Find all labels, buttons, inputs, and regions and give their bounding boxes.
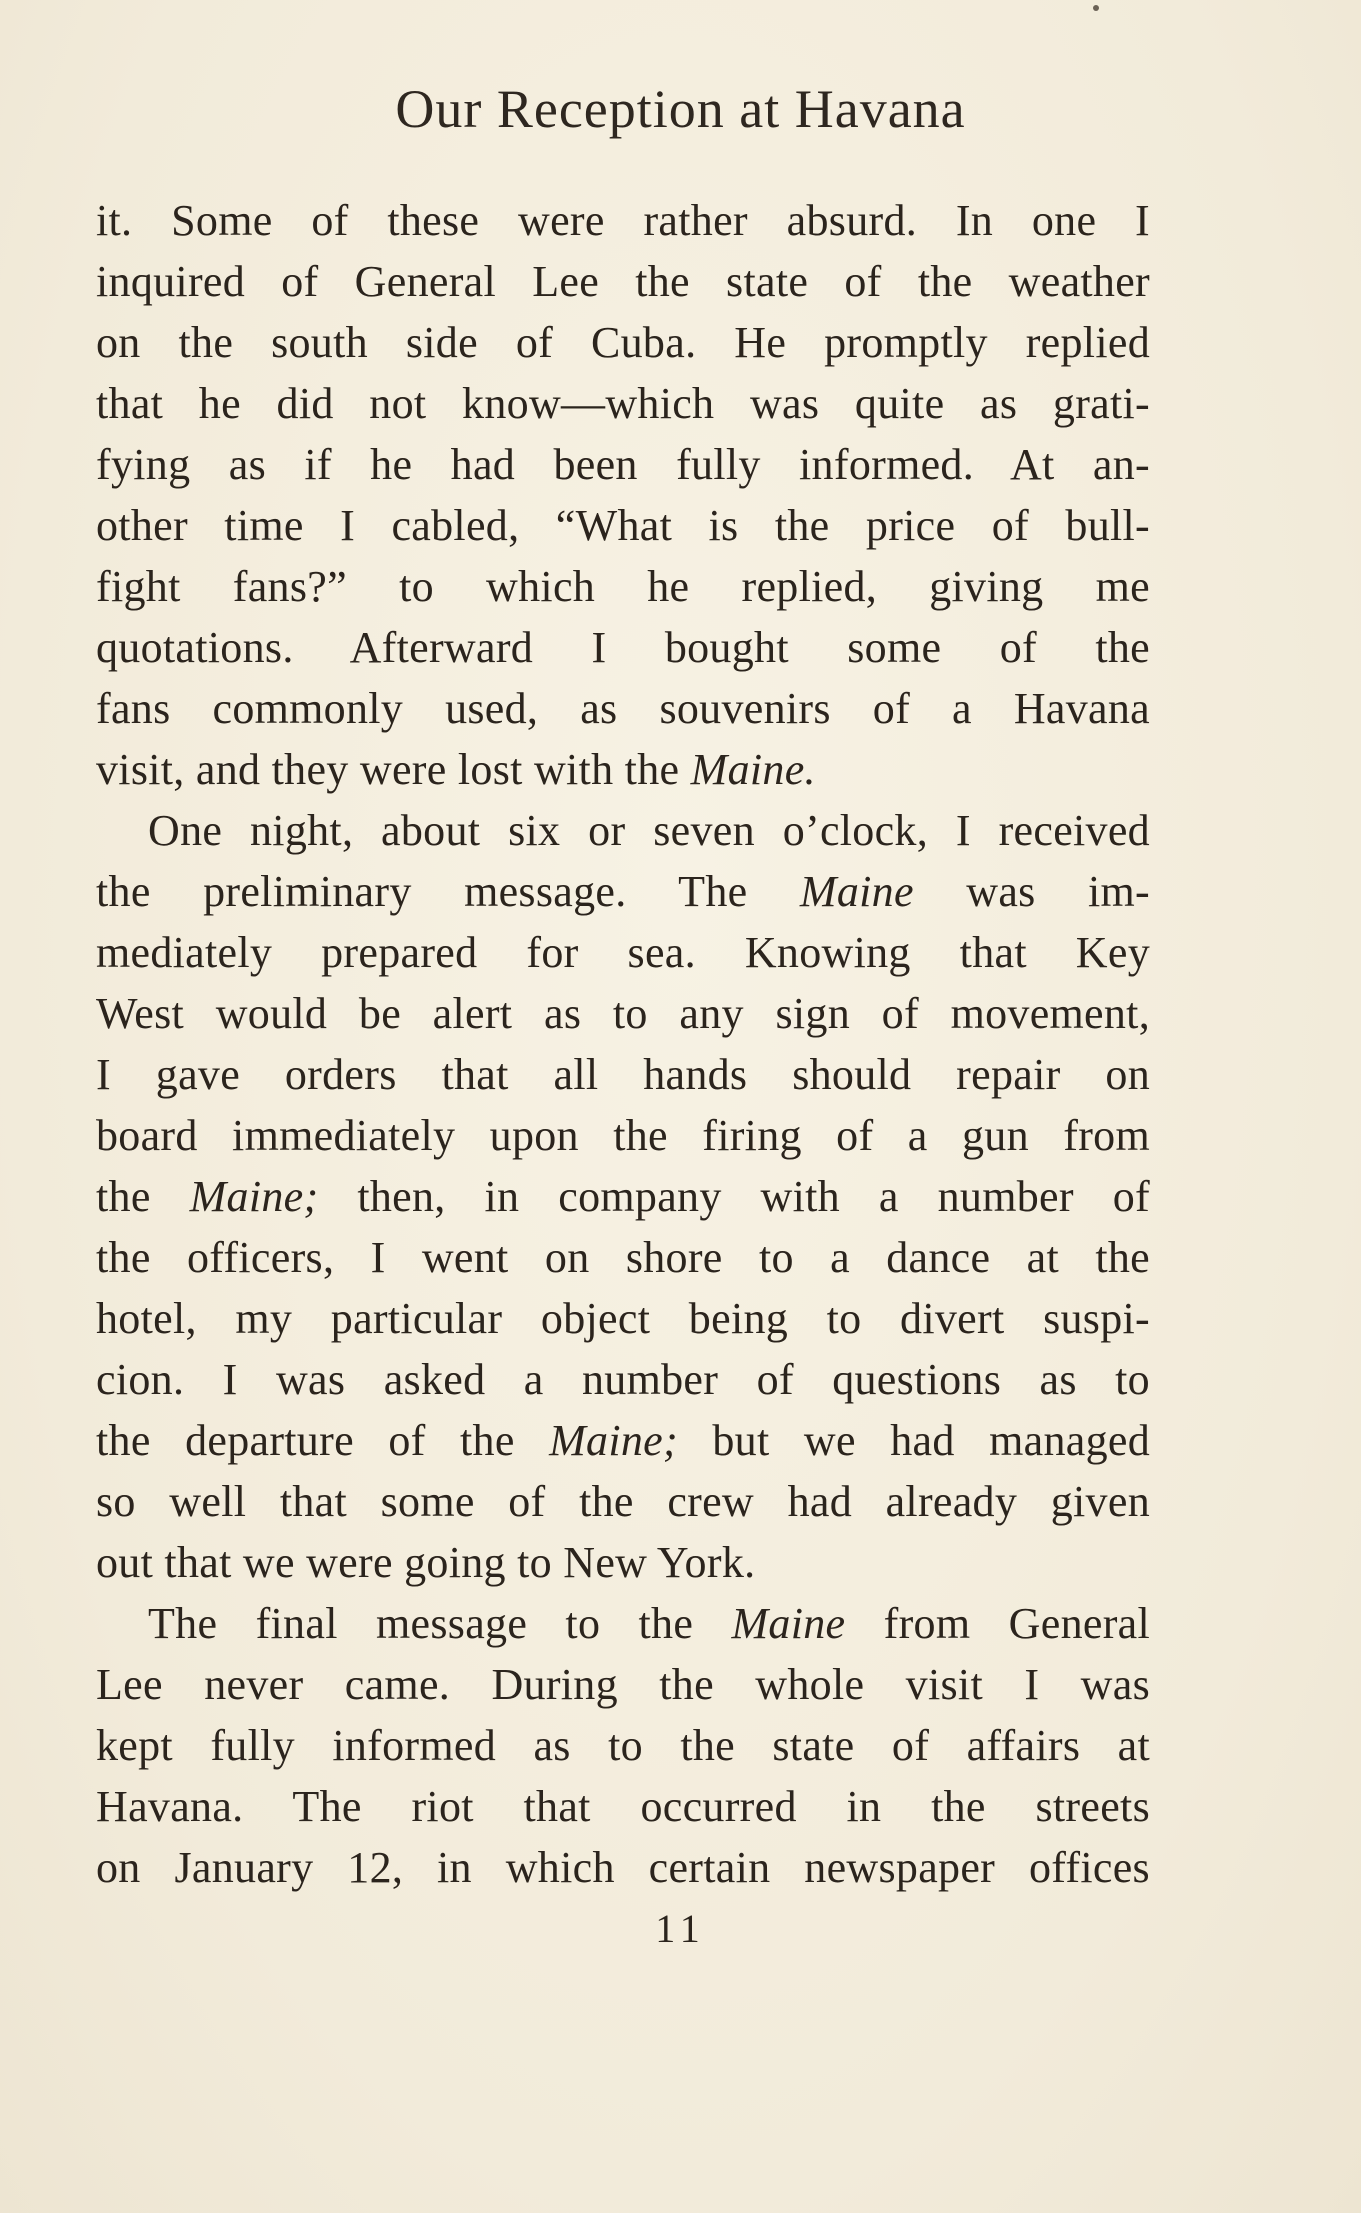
- text-segment: board immediately upon the firing of a gun from: [96, 1111, 1150, 1160]
- text-line: [96, 861, 1150, 922]
- text-segment: on the south side of Cuba. He promptly replied: [96, 318, 1150, 367]
- text-line: [96, 1837, 1150, 1898]
- text-segment: the departure of the: [96, 1416, 550, 1465]
- running-head: Our Reception at Havana: [395, 79, 966, 139]
- text-segment: The final message to the: [148, 1599, 732, 1648]
- text-line: [96, 678, 1150, 739]
- text-line: [96, 1654, 1150, 1715]
- text-segment: the preliminary message. The: [96, 867, 800, 916]
- text-segment: but we had managed: [677, 1416, 1151, 1465]
- text-line: [96, 1471, 1150, 1532]
- text-line: [96, 617, 1150, 678]
- text-line: [96, 251, 1150, 312]
- text-line: [96, 983, 1150, 1044]
- ship-name-italic: Maine.: [690, 745, 816, 794]
- text-segment: on January 12, in which certain newspaper offices: [96, 1843, 1150, 1892]
- text-segment: Lee never came. During the whole visit I was: [96, 1660, 1150, 1709]
- body-text: [96, 190, 1150, 1898]
- text-line: [96, 495, 1150, 556]
- text-segment: that he did not know—which was quite as grati-: [96, 379, 1150, 428]
- text-line: [96, 800, 1150, 861]
- text-segment: other time I cabled, “What is the price of bull-: [96, 501, 1150, 550]
- text-segment: fying as if he had been fully informed. At an-: [96, 440, 1150, 489]
- text-line: [96, 1349, 1150, 1410]
- text-segment: fans commonly used, as souvenirs of a Havana: [96, 684, 1150, 733]
- text-line: [96, 1227, 1150, 1288]
- text-segment: the: [96, 1172, 190, 1221]
- text-segment: it. Some of these were rather absurd. In one I: [96, 196, 1150, 245]
- text-segment: Havana. The riot that occurred in the streets: [96, 1782, 1150, 1831]
- text-segment: inquired of General Lee the state of the weather: [96, 257, 1150, 306]
- text-segment: kept fully informed as to the state of affairs at: [96, 1721, 1150, 1770]
- text-segment: the officers, I went on shore to a dance at the: [96, 1233, 1150, 1282]
- text-line: [96, 1410, 1150, 1471]
- text-segment: hotel, my particular object being to divert suspi-: [96, 1294, 1150, 1343]
- text-segment: so well that some of the crew had already given: [96, 1477, 1150, 1526]
- text-segment: was im-: [913, 867, 1150, 916]
- text-segment: West would be alert as to any sign of movement,: [96, 989, 1150, 1038]
- text-segment: cion. I was asked a number of questions as to: [96, 1355, 1150, 1404]
- text-line: [96, 434, 1150, 495]
- text-segment: mediately prepared for sea. Knowing that Key: [96, 928, 1150, 977]
- text-line: [96, 1288, 1150, 1349]
- text-line: [96, 1715, 1150, 1776]
- text-line: [96, 922, 1150, 983]
- text-line: [96, 373, 1150, 434]
- text-line: [96, 1776, 1150, 1837]
- print-speck: [1093, 5, 1099, 11]
- text-line: [96, 1166, 1150, 1227]
- text-segment: from General: [845, 1599, 1150, 1648]
- text-line: [96, 190, 1150, 251]
- page-number: 11: [655, 1906, 706, 1951]
- ship-name-italic: Maine;: [549, 1416, 678, 1465]
- text-line: [96, 739, 1150, 800]
- text-line: [96, 312, 1150, 373]
- text-line: [96, 1532, 1150, 1593]
- text-line: [96, 1044, 1150, 1105]
- text-line: [96, 556, 1150, 617]
- text-segment: quotations. Afterward I bought some of the: [96, 623, 1150, 672]
- text-line: [96, 1105, 1150, 1166]
- ship-name-italic: Maine: [731, 1599, 846, 1648]
- text-segment: then, in company with a number of: [318, 1172, 1150, 1221]
- text-segment: out that we were going to New York.: [96, 1538, 756, 1587]
- text-line: [96, 1593, 1150, 1654]
- text-segment: visit, and they were lost with the: [96, 745, 691, 794]
- text-segment: One night, about six or seven o’clock, I received: [148, 806, 1150, 855]
- text-segment: fight fans?” to which he replied, giving me: [96, 562, 1150, 611]
- text-segment: I gave orders that all hands should repair on: [96, 1050, 1150, 1099]
- ship-name-italic: Maine: [799, 867, 914, 916]
- ship-name-italic: Maine;: [189, 1172, 319, 1221]
